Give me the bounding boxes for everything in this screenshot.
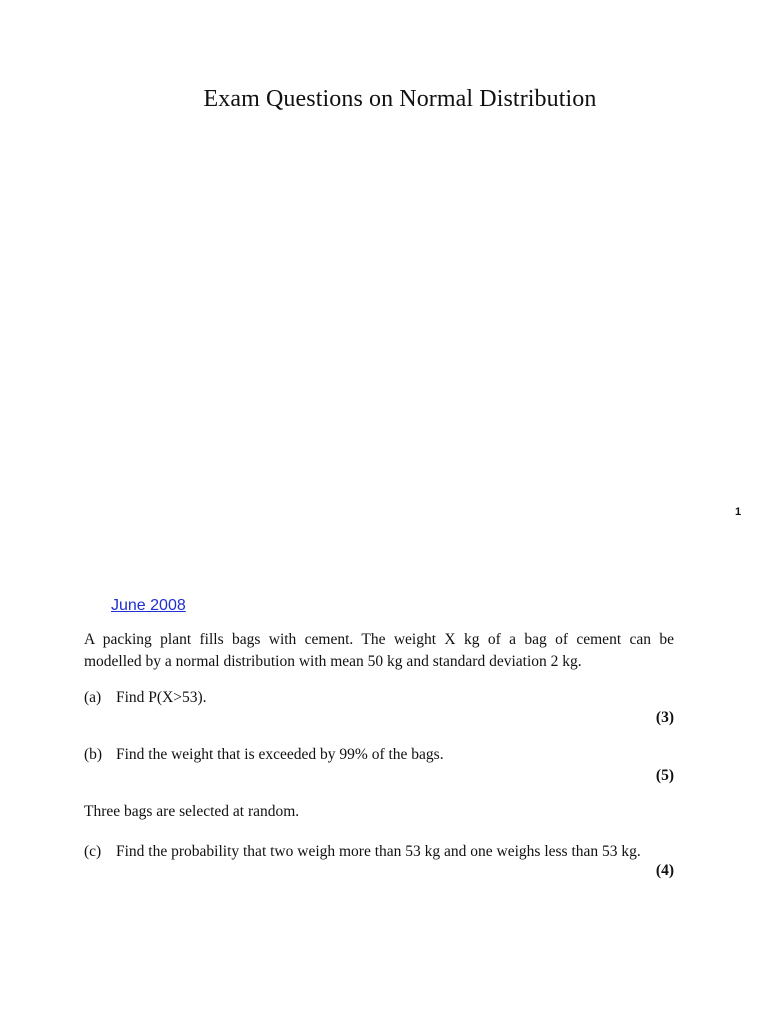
- question-a-text: Find P(X>53).: [116, 689, 207, 706]
- question-intro-paragraph: [84, 629, 674, 673]
- question-a: [84, 689, 207, 707]
- question-c: [84, 843, 641, 861]
- question-b-label: (b): [84, 746, 103, 763]
- question-b: [84, 746, 444, 764]
- question-a-marks: (3): [655, 709, 674, 726]
- intro-line-2: modelled by a normal distribution with mean 50 kg and standard deviation 2 kg.: [84, 653, 582, 670]
- question-b-text: Find the weight that is exceeded by 99% of the bags.: [116, 746, 444, 763]
- question-c-text: Find the probability that two weigh more than 53 kg and one weighs less than 53 kg.: [116, 843, 641, 860]
- document-title: Exam Questions on Normal Distribution: [203, 86, 597, 112]
- question-a-label: (a): [84, 689, 102, 706]
- intro-line-1: A packing plant fills bags with cement. The weight X kg of a bag of cement can be: [84, 631, 674, 648]
- question-b-marks: (5): [655, 767, 674, 784]
- page-number: 1: [735, 506, 742, 518]
- question-c-marks: (4): [655, 862, 674, 879]
- section-heading-link[interactable]: June 2008: [111, 597, 186, 614]
- question-c-label: (c): [84, 843, 102, 860]
- random-selection-text: Three bags are selected at random.: [84, 803, 300, 820]
